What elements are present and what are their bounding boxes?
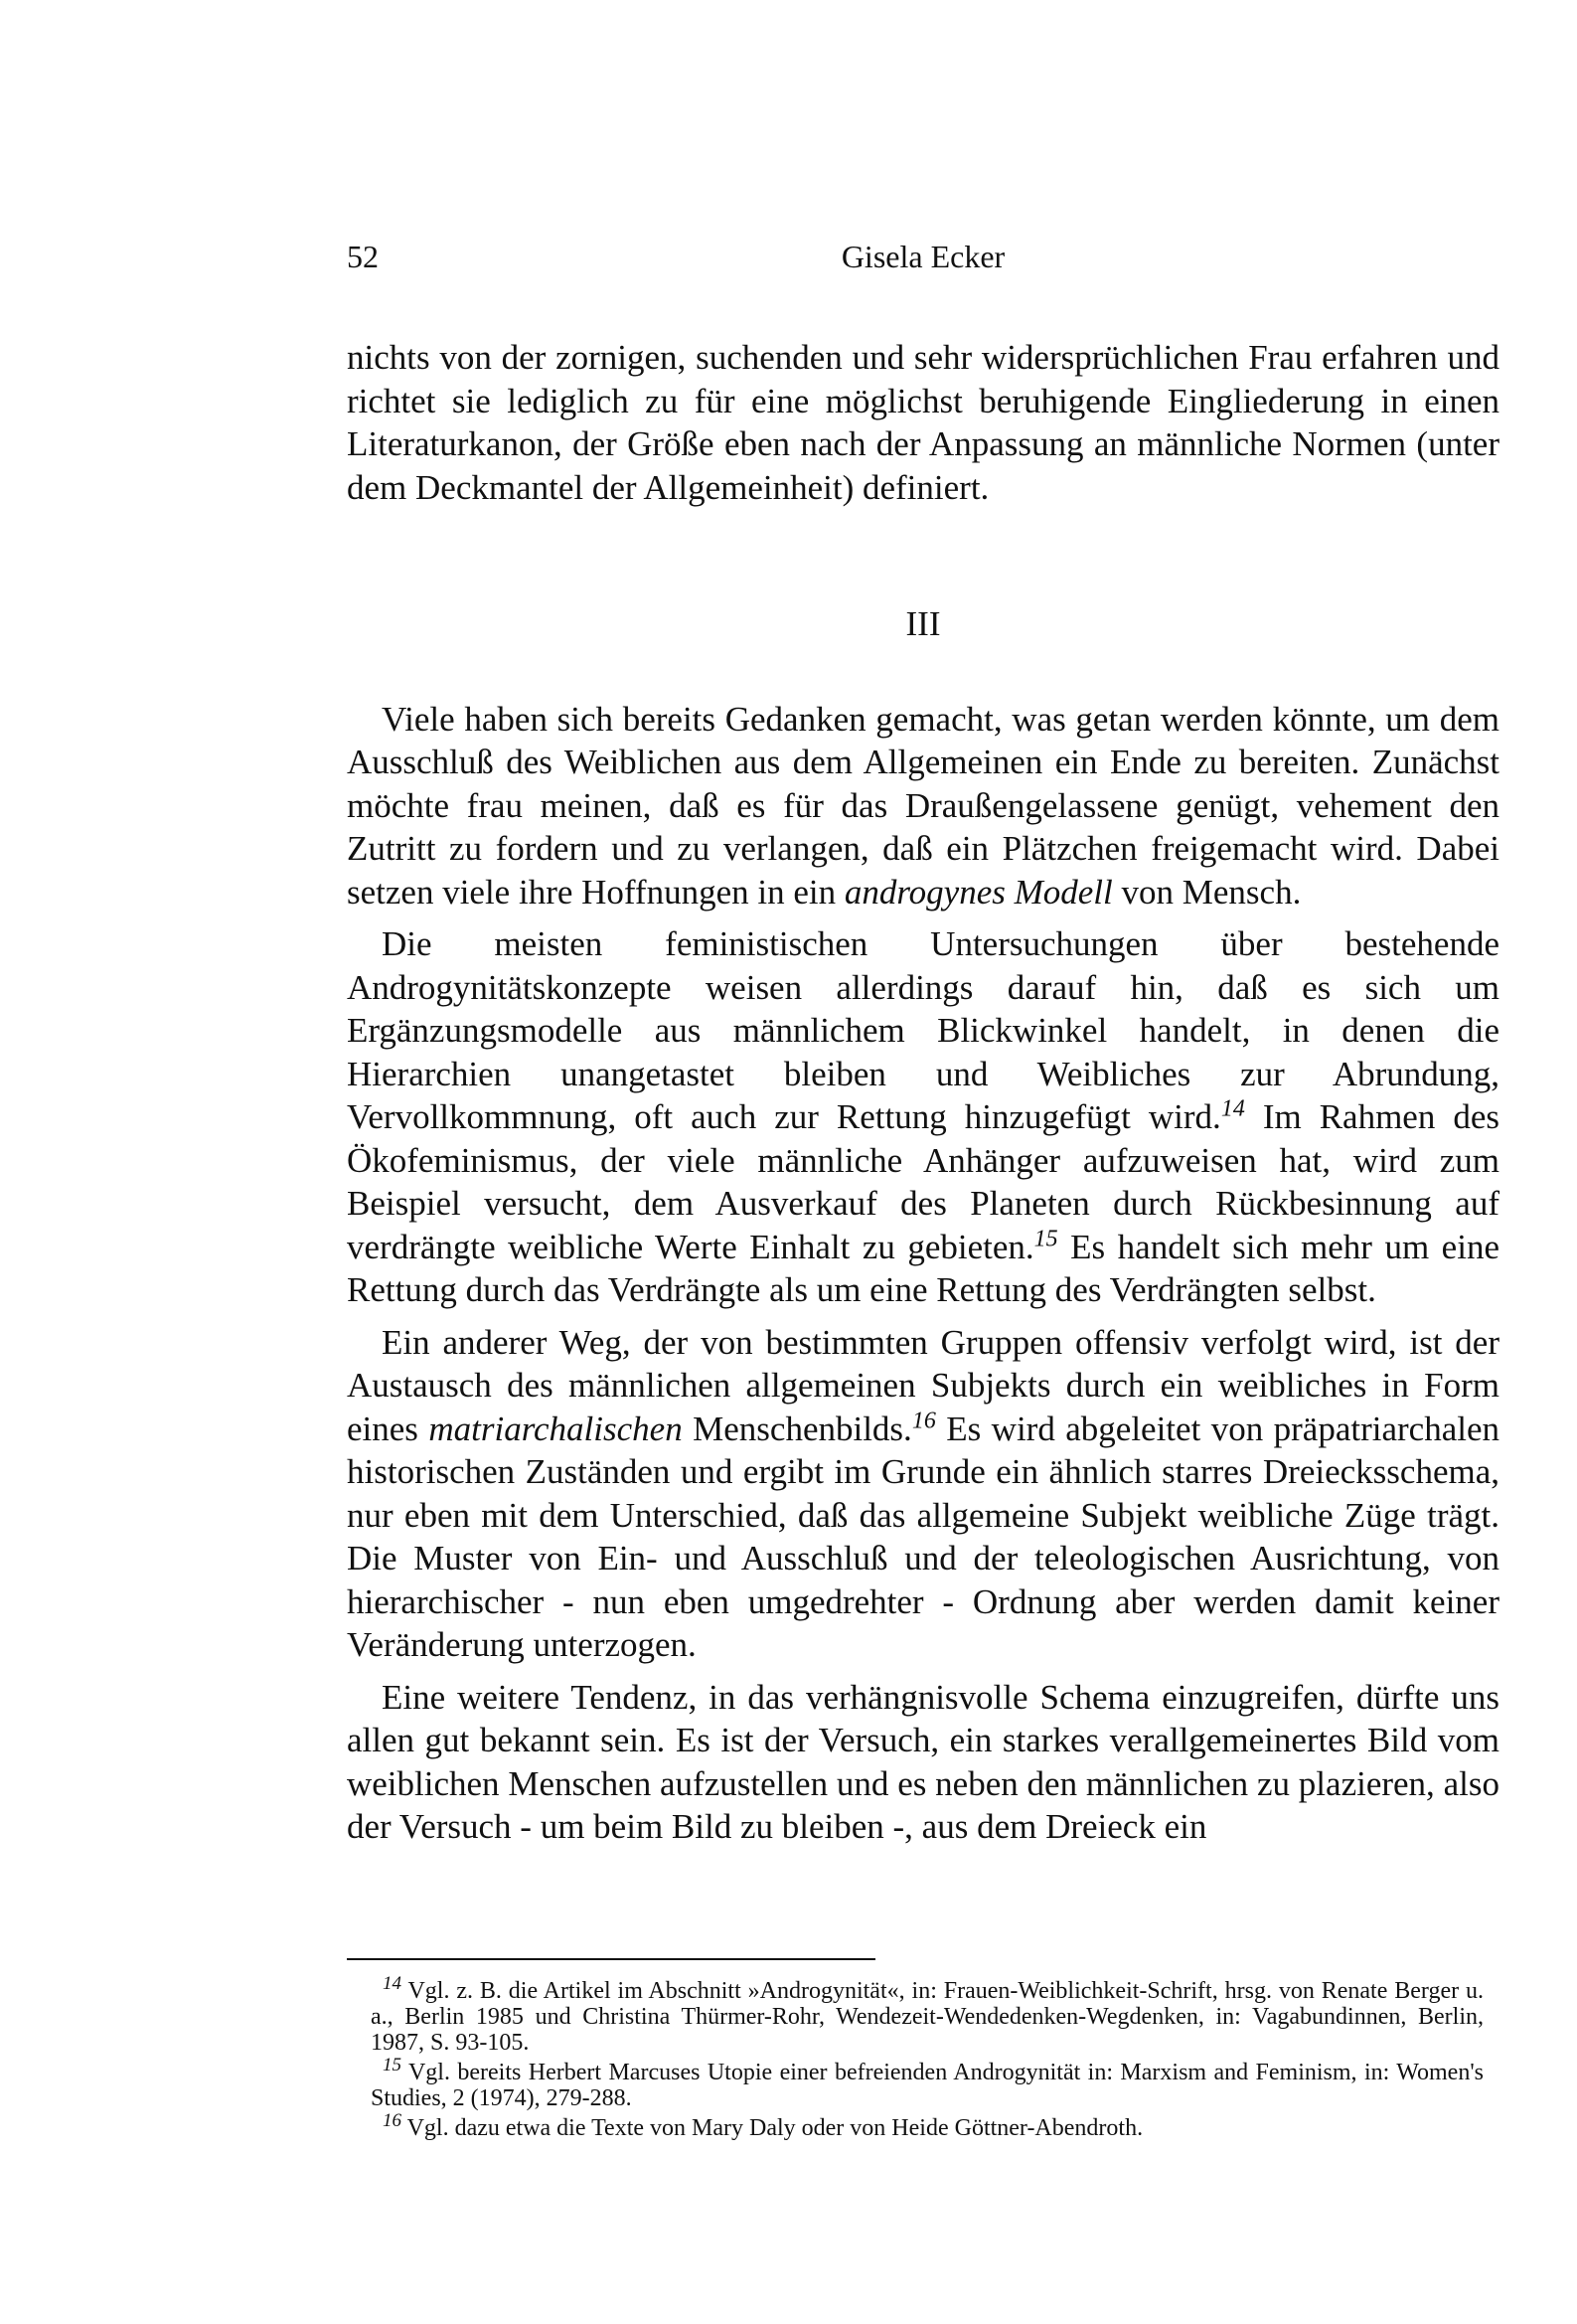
body-text	[347, 336, 1499, 1849]
footnote-reference[interactable]: 14	[1220, 1095, 1245, 1122]
footnote-text: Vgl. dazu etwa die Texte von Mary Daly oder von Heide Göttner-Abendroth.	[401, 2115, 1144, 2141]
footnote-text: Vgl. bereits Herbert Marcuses Utopie einer befreienden Androgynität in: Marxism and Feminism, in: Women's Studies, 2 (1974), 279-288.	[371, 2060, 1484, 2111]
section-heading: III	[905, 604, 941, 643]
paragraph: Eine weitere Tendenz, in das verhängnisvolle Schema einzugreifen, dürfte uns allen gut bekannt sein. Es ist der Versuch, ein starkes verallgemeinertes Bild vom weiblichen Menschen aufzustellen und es neben den männlichen zu plazieren, also der Versuch - um beim Bild zu bleiben -, aus dem Dreieck ein	[347, 1677, 1499, 1846]
running-head: Gisela Ecker	[841, 239, 1006, 274]
footnote-mark: 16	[383, 2110, 401, 2131]
footnote-text: Vgl. z. B. die Artikel im Abschnitt »Androgynität«, in: Frauen-Weiblichkeit-Schrift, hrsg. von Renate Berger u. a., Berlin 1985 und Christina Thürmer-Rohr, Wendezeit-Wendedenken-Wegdenken, in: Vagabundinnen, Berlin, 1987, S. 93-105.	[371, 1978, 1484, 2056]
paragraph: nichts von der zornigen, suchenden und sehr widersprüchlichen Frau erfahren und richtet sie lediglich zu für eine möglichst beruhigende Eingliederung in einen Literaturkanon, der Größe eben nach der Anpassung an männliche Normen (unter dem Deckmantel der Allgemeinheit) definiert.	[347, 338, 1499, 507]
paragraph	[347, 1321, 1499, 1667]
emphasis-text: matriarchalischen	[428, 1409, 683, 1448]
page-number: 52	[347, 239, 379, 274]
paragraph-text: Viele haben sich bereits Gedanken gemacht, was getan werden könnte, um dem Ausschluß des Weiblichen aus dem Allgemeinen ein Ende zu bereiten. Zunächst möchte frau meinen, daß es für das Draußengelassene genügt, vehement den Zutritt zu fordern und zu verlangen, daß ein Plätzchen freigemacht wird. Dabei setzen viele ihre Hoffnungen in ein	[347, 699, 1499, 912]
footnote	[371, 1973, 1484, 2056]
paragraph-text: Ein anderer Weg, der von bestimmten Gruppen offensiv verfolgt wird, ist der Austausch des männlichen allgemeinen Subjekts durch ein weibliches in Form eines	[347, 1322, 1499, 1448]
footnote	[371, 2110, 1484, 2141]
footnote-mark: 14	[383, 1973, 401, 1994]
page-header	[347, 239, 1499, 278]
paragraph-text: Die meisten feministischen Untersuchungen über bestehende Androgynitätskonzepte weisen allerdings darauf hin, daß es sich um Ergänzungsmodelle aus männlichem Blickwinkel handelt, in denen die Hierarchien unangetastet bleiben und Weibliches zur Abrundung, Vervollkommnung, oft auch zur Rettung hinzugefügt wird.	[347, 924, 1499, 1136]
footnote	[371, 2055, 1484, 2111]
paragraph	[347, 698, 1499, 914]
emphasis-text: androgynes Modell	[844, 872, 1113, 912]
paragraph-text: von Mensch.	[1112, 872, 1302, 912]
paragraph-text: Im Rahmen des Ökofeminismus, der viele männliche Anhänger aufzuweisen hat, wird zum Beispiel versucht, dem Ausverkauf des Planeten durch Rückbesinnung auf verdrängte weibliche Werte Einhalt zu gebieten.	[347, 1097, 1499, 1266]
paragraph-text: Menschenbilds.	[682, 1409, 912, 1448]
footnote-divider	[347, 1958, 875, 1960]
paragraph	[347, 922, 1499, 1312]
footnote-reference[interactable]: 16	[911, 1407, 936, 1433]
paragraph-text: Es handelt sich mehr um eine Rettung durch das Verdrängte als um eine Rettung des Verdrängten selbst.	[347, 1227, 1499, 1309]
footnote-reference[interactable]: 15	[1033, 1225, 1058, 1251]
footnote-mark: 15	[383, 2055, 401, 2075]
paragraph-text: Es wird abgeleitet von präpatriarchalen historischen Zuständen und ergibt im Grunde ein ähnlich starres Dreiecksschema, nur eben mit dem Unterschied, daß das allgemeine Subjekt weibliche Züge trägt. Die Muster von Ein- und Ausschluß und der teleologischen Ausrichtung, von hierarchischer - nun eben umgedrehter - Ordnung aber werden damit keiner Veränderung unterzogen.	[347, 1409, 1500, 1664]
footnotes	[371, 1973, 1484, 2145]
